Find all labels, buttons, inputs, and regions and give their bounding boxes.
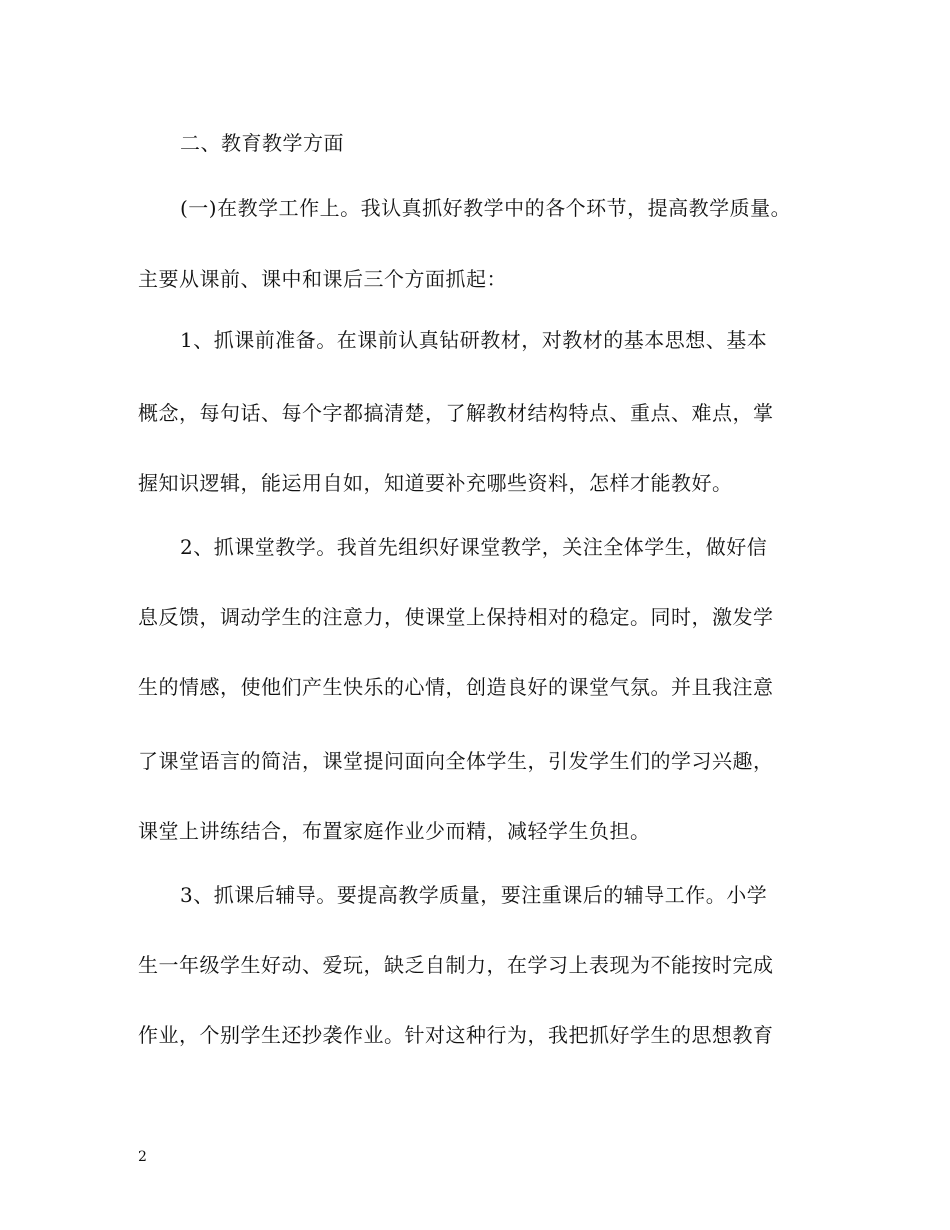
paragraph-line: 作业，个别学生还抄袭作业。针对这种行为，我把抓好学生的思想教育 bbox=[138, 1023, 774, 1047]
paragraph-line: (一)在教学工作上。我认真抓好教学中的各个环节，提高教学质量。 bbox=[180, 196, 792, 220]
section-heading: 二、教育教学方面 bbox=[180, 131, 344, 155]
page-number: 2 bbox=[138, 1149, 147, 1165]
paragraph-line: 主要从课前、课中和课后三个方面抓起： bbox=[138, 267, 507, 291]
paragraph-line: 生的情感，使他们产生快乐的心情，创造良好的课堂气氛。并且我注意 bbox=[138, 675, 774, 699]
paragraph-line: 生一年级学生好动、爱玩，缺乏自制力，在学习上表现为不能按时完成 bbox=[138, 953, 774, 977]
paragraph-line: 概念，每句话、每个字都搞清楚，了解教材结构特点、重点、难点，掌 bbox=[138, 401, 774, 425]
paragraph-line: 了课堂语言的简洁，课堂提问面向全体学生，引发学生们的学习兴趣， bbox=[138, 749, 774, 773]
paragraph-line: 息反馈，调动学生的注意力，使课堂上保持相对的稳定。同时，激发学 bbox=[138, 605, 774, 629]
paragraph-line: 1、抓课前准备。在课前认真钻研教材，对教材的基本思想、基本 bbox=[180, 328, 768, 352]
paragraph-line: 课堂上讲练结合，布置家庭作业少而精，减轻学生负担。 bbox=[138, 819, 651, 843]
paragraph-line: 握知识逻辑，能运用自如，知道要补充哪些资料，怎样才能教好。 bbox=[138, 471, 733, 495]
paragraph-line: 2、抓课堂教学。我首先组织好课堂教学，关注全体学生，做好信 bbox=[180, 535, 768, 559]
paragraph-line: 3、抓课后辅导。要提高教学质量，要注重课后的辅导工作。小学 bbox=[180, 883, 768, 907]
